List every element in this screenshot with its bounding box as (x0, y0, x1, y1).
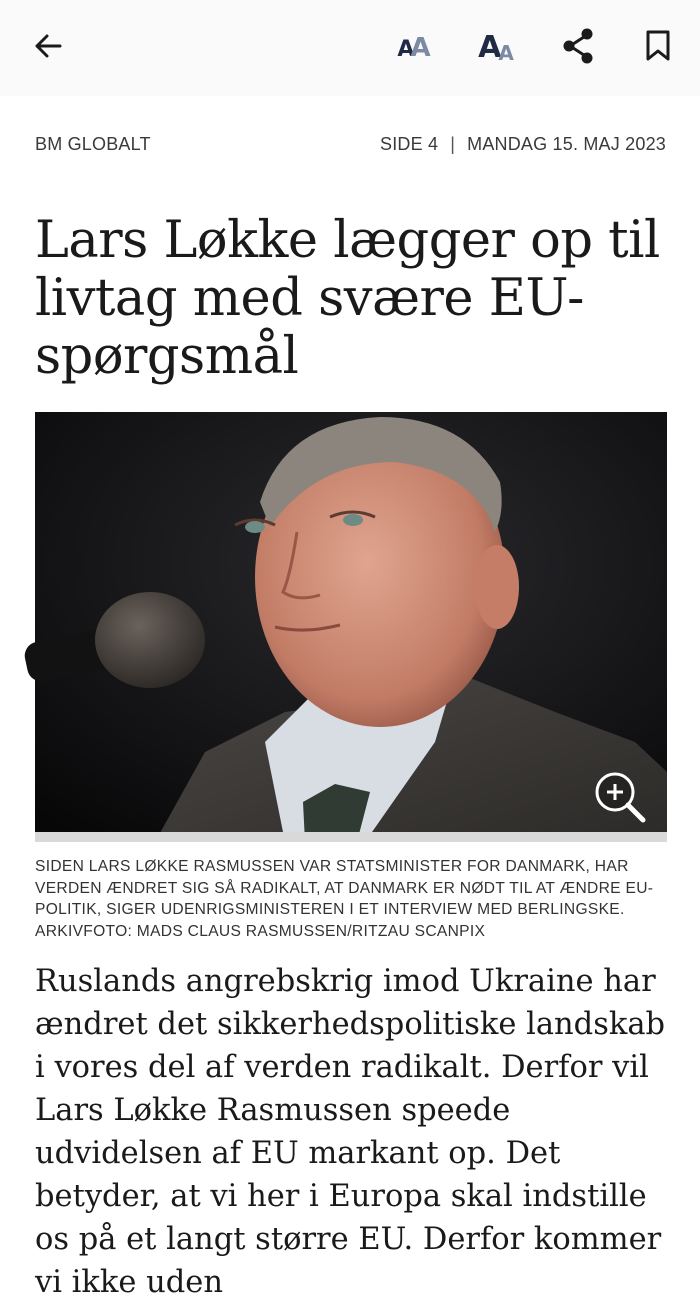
text-size-small-icon: A A (397, 33, 431, 63)
portrait-illustration (35, 412, 667, 842)
page-date (380, 134, 666, 155)
increase-font-button[interactable] (466, 18, 526, 78)
back-button[interactable] (18, 18, 78, 78)
article-photo[interactable] (35, 412, 667, 842)
photo-caption: SIDEN LARS LØKKE RASMUSSEN VAR STATSMINISTER FOR DANMARK, HAR VERDEN ÆNDRET SIG SÅ RADIKALT, AT DANMARK ER NØDT TIL AT ÆNDRE EU-POLITIK, SIGER UDENRIGSMINISTEREN I ET INTERVIEW MED BERLINGSKE. ARKIVFOTO: MADS CLAUS RASMUSSEN/RITZAU SCANPIX (35, 858, 654, 940)
article-meta (35, 134, 666, 158)
arrow-left-icon (32, 30, 64, 67)
top-toolbar (0, 0, 700, 96)
zoom-in-icon (591, 768, 651, 828)
decrease-font-button[interactable] (384, 18, 444, 78)
section-label: BM GLOBALT (35, 134, 151, 154)
article-lead: Ruslands angrebskrig imod Ukraine har ændret det sikkerhedspolitiske landskab i vores del af verden radikalt. Derfor vil Lars Løkke Rasmussen speede udvidelsen af EU markant op. Det betyder, at vi her i Europa skal indstille os på et langt større EU. Derfor kommer vi ikke uden (35, 964, 666, 1300)
bookmark-button[interactable] (628, 18, 688, 78)
share-button[interactable] (548, 18, 608, 78)
photo-divider (35, 832, 667, 842)
meta-separator: | (450, 134, 456, 154)
page-number: SIDE 4 (380, 134, 439, 154)
text-size-large-icon: A A (478, 30, 514, 65)
article-headline: Lars Løkke lægger op til livtag med svære EU-spørgsmål (35, 211, 660, 386)
zoom-in-button[interactable] (591, 768, 651, 828)
bookmark-icon (644, 29, 672, 68)
publish-date: MANDAG 15. MAJ 2023 (467, 134, 666, 154)
share-icon (561, 27, 595, 70)
